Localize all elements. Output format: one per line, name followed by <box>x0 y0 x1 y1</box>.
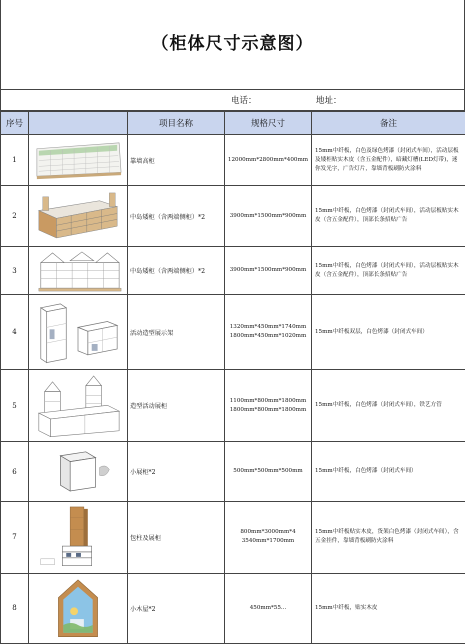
table-row <box>1 135 465 186</box>
size-line: 1800mm*800mm*1800mm <box>225 406 311 415</box>
row-name: 小展柜*2 <box>128 442 225 502</box>
row-note: 15mm中纤板贴实木皮，货架白色烤漆（封闭式车间），含五金挂件，靠墙背板刷防火涂料 <box>312 502 465 574</box>
wall-cabinet-illustration <box>31 137 125 182</box>
row-number: 6 <box>1 442 29 502</box>
row-size <box>225 370 312 442</box>
row-size <box>225 502 312 574</box>
row-name: 造型活动展柜 <box>128 370 225 442</box>
row-size <box>225 573 312 643</box>
table-header-row <box>1 112 465 135</box>
row-image <box>29 370 128 442</box>
size-line: 1100mm*800mm*1800mm <box>225 397 311 406</box>
header-name: 项目名称 <box>128 112 225 135</box>
row-image <box>29 186 128 247</box>
table-row <box>1 573 465 643</box>
wooden-house-illustration <box>31 576 125 641</box>
size-line: 1320mm*450mm*1740mm <box>225 323 311 332</box>
island-cabinet-elevation-illustration <box>31 249 125 292</box>
row-image <box>29 502 128 574</box>
row-image <box>29 295 128 370</box>
header-size: 规格尺寸 <box>225 112 312 135</box>
table-row <box>1 442 465 502</box>
row-image <box>29 442 128 502</box>
row-image <box>29 135 128 186</box>
pillar-cabinet-illustration <box>31 504 125 571</box>
row-number: 2 <box>1 186 29 247</box>
size-line: 1800mm*450mm*1020mm <box>225 332 311 341</box>
row-size <box>225 295 312 370</box>
row-note: 15mm中纤板，贴实木皮 <box>312 573 465 643</box>
table-row <box>1 370 465 442</box>
address-label: 地址： <box>316 94 342 106</box>
row-note: 15mm中纤板，白色烤漆（封闭式车间） <box>312 442 465 502</box>
table-row <box>1 295 465 370</box>
header-image <box>29 112 128 135</box>
showcase-cabinet-illustration <box>31 372 125 439</box>
row-note: 15mm中纤板，白色及绿色烤漆（封闭式车间），活动层板及矮柜贴实木皮（含五金配件），暗藏灯槽(LED灯带)，迷你发光字，广告灯片，靠墙背板刷防火涂料 <box>312 135 465 186</box>
row-number: 3 <box>1 247 29 295</box>
small-cabinet-illustration <box>31 444 125 499</box>
page-title: （柜体尺寸示意图） <box>152 29 314 54</box>
size-line: 3900mm*1500mm*900mm <box>225 212 311 221</box>
display-rack-illustration <box>31 298 125 367</box>
row-size <box>225 442 312 502</box>
size-line: 3540mm*1700mm <box>225 537 311 546</box>
row-number: 5 <box>1 370 29 442</box>
row-note: 15mm中纤板双层，白色烤漆（封闭式车间） <box>312 295 465 370</box>
table-row <box>1 502 465 574</box>
row-number: 4 <box>1 295 29 370</box>
row-number: 7 <box>1 502 29 574</box>
row-number: 8 <box>1 573 29 643</box>
contact-row <box>0 90 465 111</box>
row-name: 活动造型展示架 <box>128 295 225 370</box>
title-row <box>0 0 465 90</box>
row-image <box>29 247 128 295</box>
row-size <box>225 186 312 247</box>
island-cabinet-illustration <box>31 189 125 244</box>
row-number: 1 <box>1 135 29 186</box>
row-note: 15mm中纤板，白色烤漆（封闭式车间），活动层板贴实木皮（含五金配件），顶部长条招贴广告 <box>312 247 465 295</box>
row-size <box>225 135 312 186</box>
size-line: 3900mm*1500mm*900mm <box>225 266 311 275</box>
size-line: 12000mm*2800mm*400mm <box>225 156 311 165</box>
row-name: 包柱及展柜 <box>128 502 225 574</box>
row-name: 中岛矮柜（含两端侧柜）*2 <box>128 247 225 295</box>
header-note: 备注 <box>312 112 465 135</box>
size-line: 500mm*500mm*500mm <box>225 467 311 476</box>
table-row <box>1 247 465 295</box>
row-note: 15mm中纤板，白色烤漆（封闭式车间），铁艺方管 <box>312 370 465 442</box>
size-line: 450mm*55... <box>225 604 311 613</box>
row-name: 中岛矮柜（含两端侧柜）*2 <box>128 186 225 247</box>
header-no: 序号 <box>1 112 29 135</box>
table-row <box>1 186 465 247</box>
row-note: 15mm中纤板，白色烤漆（封闭式车间），活动层板贴实木皮（含五金配件），顶部长条招贴广告 <box>312 186 465 247</box>
size-line: 800mm*3000mm*4 <box>225 528 311 537</box>
phone-label: 电话： <box>231 94 257 106</box>
spec-table <box>0 111 465 644</box>
row-size <box>225 247 312 295</box>
row-name: 小木屋*2 <box>128 573 225 643</box>
row-image <box>29 573 128 643</box>
row-name: 靠墙高柜 <box>128 135 225 186</box>
